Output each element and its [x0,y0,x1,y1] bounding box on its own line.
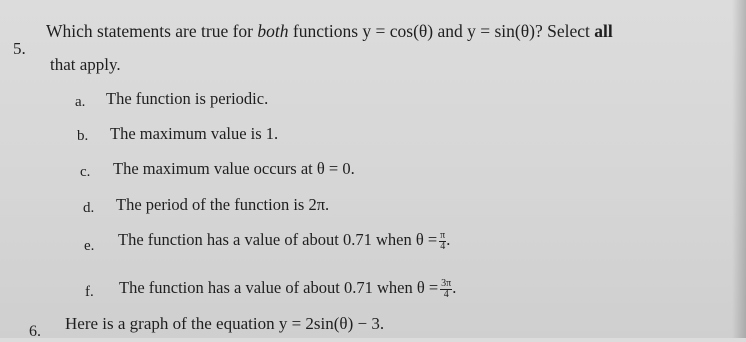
option-text: The function is periodic. [106,89,269,108]
option-text-body: The function has a value of about 0.71 when θ = [118,230,438,249]
option-letter: d. [83,200,95,216]
prompt-text-2: functions y = cos(θ) and y = sin(θ)? Select [288,21,595,41]
option-text: The period of the function is 2π. [116,195,330,214]
option-letter: b. [77,128,89,144]
fraction-numerator: π [440,229,446,241]
prompt-text-1: Which statements are true for [46,21,258,41]
fraction-denominator: 4 [440,240,446,252]
option-letter: a. [75,94,86,110]
question-6-number: 6. [29,323,41,340]
question-6-prompt: Here is a graph of the equation y = 2sin(θ) − 3. [65,314,385,333]
option-letter: f. [85,284,94,300]
option-text [118,230,450,252]
question-5-prompt-line1 [46,21,613,41]
option-letter: e. [84,238,95,254]
page-edge-shadow [732,0,746,338]
option-text-body: The function has a value of about 0.71 when θ = [119,278,439,297]
option-text-end: . [446,230,451,249]
prompt-emphasis-both: both [257,21,289,41]
question-5-prompt-line2: that apply. [50,55,121,74]
option-text-end: . [452,278,457,297]
prompt-emphasis-all: all [594,21,613,41]
fraction-3pi-over-4 [440,279,452,300]
fraction-denominator: 4 [443,288,449,300]
question-5-number: 5. [13,39,26,58]
option-text: The maximum value is 1. [110,124,279,143]
option-text [119,278,456,300]
option-text: The maximum value occurs at θ = 0. [113,159,355,178]
option-letter: c. [80,164,91,180]
fraction-numerator: 3π [441,277,452,289]
